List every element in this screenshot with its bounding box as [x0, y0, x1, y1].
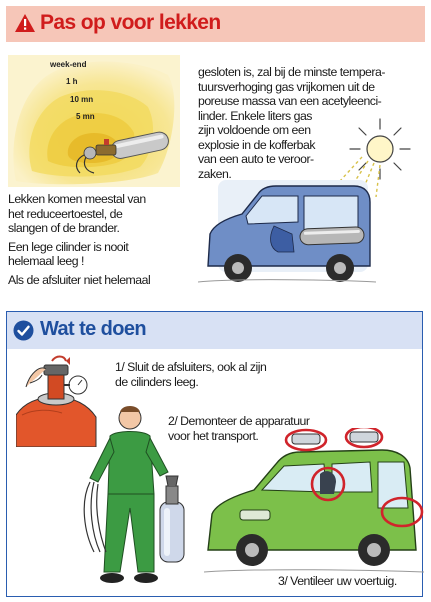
text-line: helemaal leeg !: [8, 254, 84, 268]
actions-title: Wat te doen: [40, 318, 146, 340]
text-line: zaken.: [198, 166, 232, 181]
warning-triangle-icon: [14, 13, 36, 33]
text-line: Lekken komen meestal van: [8, 192, 146, 206]
text-line: het reduceertoestel, de: [8, 206, 123, 221]
text-line: voor het transport.: [168, 428, 259, 443]
text-line: de cilinders leeg.: [115, 374, 199, 389]
step-3-text: 3/ Ventileer uw voertuig.: [278, 574, 397, 588]
text-line: explosie in de kofferbak: [198, 137, 315, 152]
leak-label-weekend: week-end: [50, 60, 87, 69]
text-line: slangen of de brander.: [8, 221, 120, 235]
text-line: 1/ Sluit de afsluiters, ook al zijn: [115, 360, 267, 374]
text-line: poreuse massa van een acetyleenci-: [198, 94, 382, 108]
van-with-cylinder-illustration: [198, 178, 376, 290]
text-line: 2/ Demonteer de apparatuur: [168, 414, 310, 428]
text-line: zijn voldoende om een: [198, 123, 311, 137]
leak-label-5mn: 5 mn: [76, 112, 95, 121]
leak-text-left: [8, 192, 150, 287]
leak-label-1h: 1 h: [66, 77, 78, 86]
leak-label-10mn: 10 mn: [70, 95, 94, 104]
text-line: linder. Enkele liters gas: [198, 108, 312, 123]
gas-leak-illustration: [8, 55, 180, 187]
text-line: Als de afsluiter niet helemaal: [8, 272, 151, 287]
warning-title: Pas op voor lekken: [40, 11, 221, 34]
text-line: van een auto te veroor-: [198, 152, 314, 166]
step-1-text: [115, 360, 266, 389]
green-car-illustration: [204, 428, 424, 576]
text-line: gesloten is, zal bij de minste tempera-: [198, 65, 385, 79]
step-2-text: [168, 414, 310, 443]
text-line: Een lege cilinder is nooit: [8, 239, 129, 254]
text-line: tuursverhoging gas vrijkomen uit de: [198, 79, 375, 94]
checkmark-circle-icon: [13, 320, 34, 341]
